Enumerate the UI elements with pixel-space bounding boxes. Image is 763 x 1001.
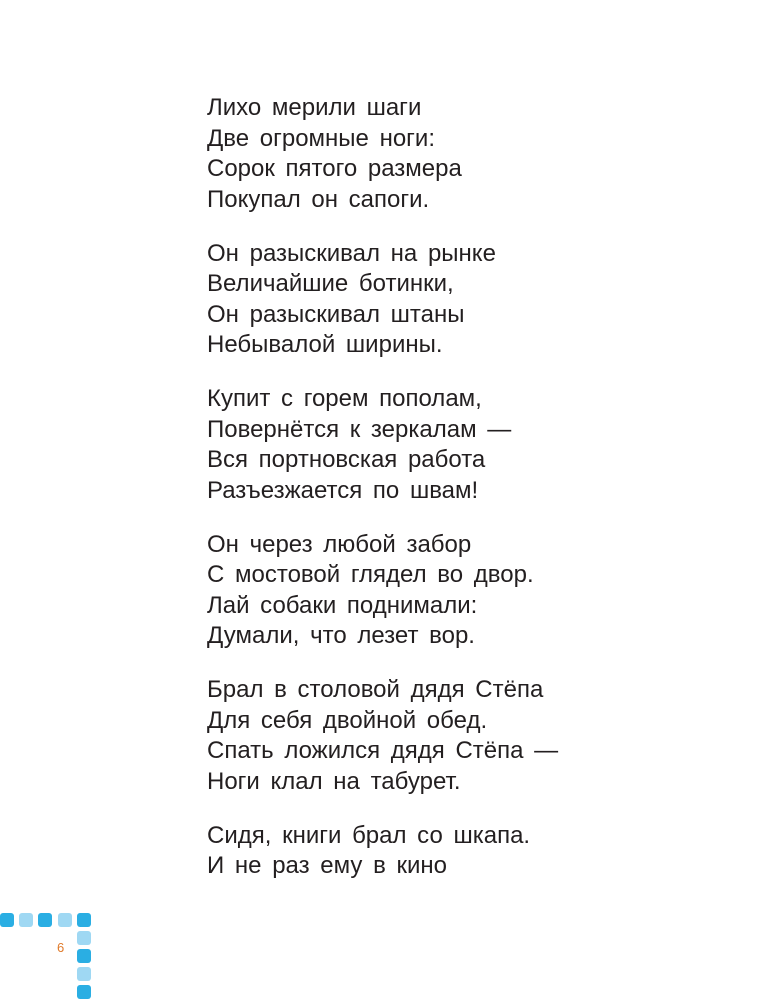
decor-square [58,913,72,927]
poem-line: Спать ложился дядя Стёпа — [207,737,559,764]
poem-line: Он разыскивал на рынке [207,239,496,267]
decor-square [77,967,91,981]
poem-line: Он разыскивал штаны [207,300,465,328]
stanza [207,93,558,215]
decor-square [19,913,33,927]
poem-line: Купит с горем пополам, [207,385,482,412]
decor-square [77,985,91,999]
decor-square [38,913,52,927]
stanza [207,384,558,506]
stanza [207,530,558,652]
poem-line: Покупал он сапоги. [207,185,430,213]
poem-line: Небывалой ширины. [207,331,443,358]
poem-line: Он через любой забор [207,530,472,558]
poem [207,93,558,905]
poem-line: Сорок пятого размера [207,155,462,182]
decor-square [0,913,14,927]
decor-square [77,931,91,945]
poem-line: Разъезжается по швам! [207,476,479,504]
poem-line: И не раз ему в кино [207,852,447,879]
poem-line: Лихо мерили шаги [207,94,422,121]
poem-line: Повернётся к зеркалам — [207,415,512,443]
decor-square [77,949,91,963]
stanza [207,675,558,797]
stanza [207,239,558,361]
poem-line: Для себя двойной обед. [207,706,488,734]
poem-line: Ноги клал на табурет. [207,767,461,795]
stanza [207,821,558,882]
poem-line: Думали, что лезет вор. [207,622,475,649]
poem-line: Величайшие ботинки, [207,270,454,297]
poem-line: Брал в столовой дядя Стёпа [207,676,544,703]
poem-line: С мостовой глядел во двор. [207,561,534,588]
poem-line: Две огромные ноги: [207,124,435,152]
poem-line: Лай собаки поднимали: [207,591,478,619]
decor-square [77,913,91,927]
poem-line: Сидя, книги брал со шкапа. [207,821,531,849]
poem-line: Вся портновская работа [207,446,486,473]
page-number: 6 [57,940,65,955]
